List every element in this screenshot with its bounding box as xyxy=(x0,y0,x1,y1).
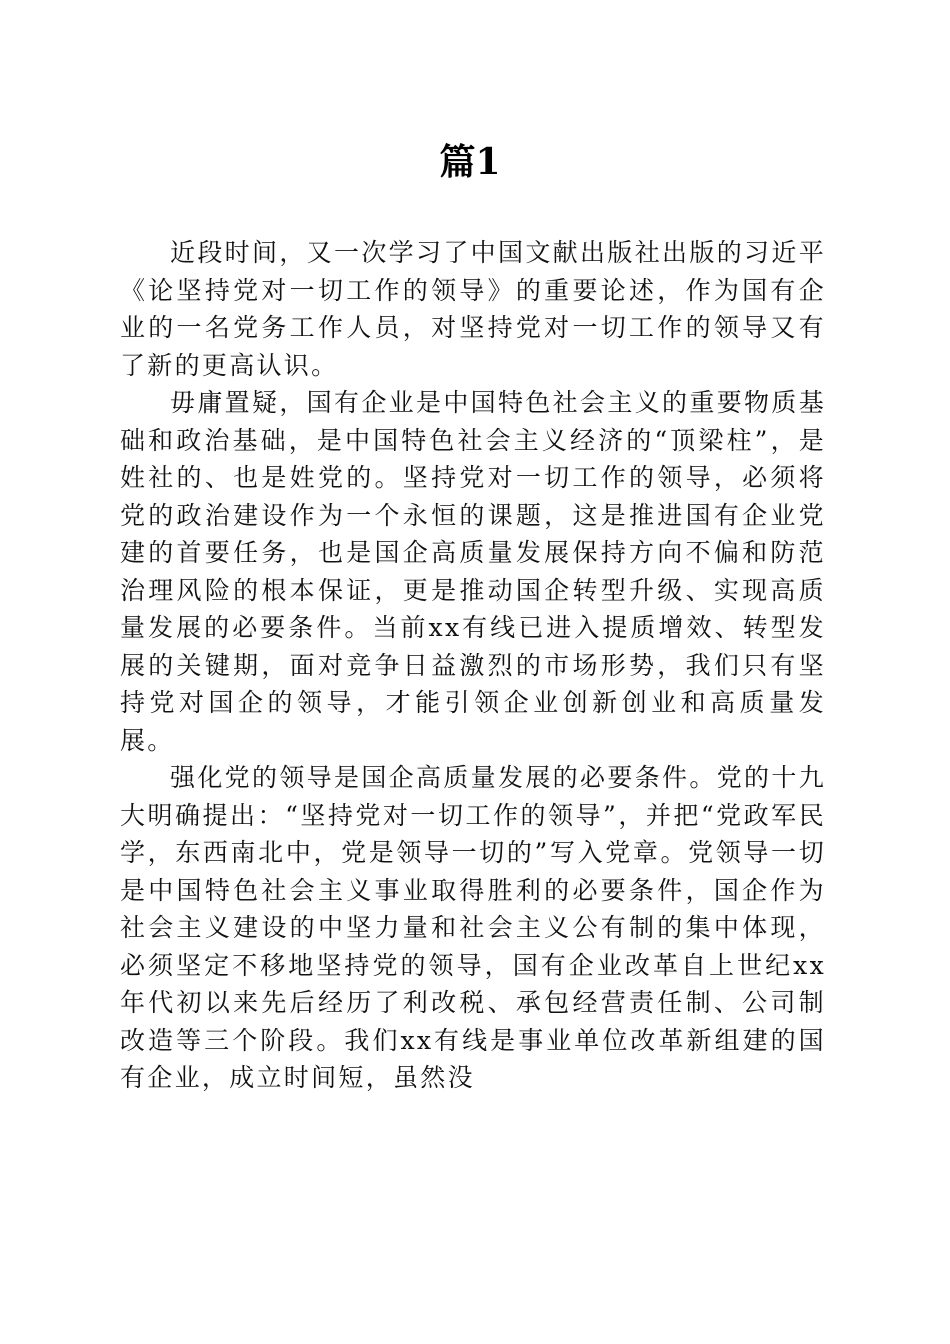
paragraph-2: 毋庸置疑，国有企业是中国特色社会主义的重要物质基础和政治基础，是中国特色社会主义经济的“顶梁柱”，是姓社的、也是姓党的。坚持党对一切工作的领导，必须将党的政治建设作为一个永恒的课题，这是推进国有企业党建的首要任务，也是国企高质量发展保持方向不偏和防范治理风险的根本保证，更是推动国企转型升级、实现高质量发展的必要条件。当前xx有线已进入提质增效、转型发展的关键期，面对竞争日益激烈的市场形势，我们只有坚持党对国企的领导，才能引领企业创新创业和高质量发展。 xyxy=(120,388,826,755)
document-body xyxy=(120,234,826,1097)
paragraph-3: 强化党的领导是国企高质量发展的必要条件。党的十九大明确提出：“坚持党对一切工作的领导”，并把“党政军民学，东西南北中，党是领导一切的”写入党章。党领导一切是中国特色社会主义事业取得胜利的必要条件，国企作为社会主义建设的中坚力量和社会主义公有制的集中体现，必须坚定不移地坚持党的领导，国有企业改革自上世纪xx年代初以来先后经历了利改税、承包经营责任制、公司制改造等三个阶段。我们xx有线是事业单位改革新组建的国有企业，成立时间短，虽然没 xyxy=(120,763,826,1092)
document-title: 篇1 xyxy=(439,141,501,183)
paragraph-1: 近段时间，又一次学习了中国文献出版社出版的习近平《论坚持党对一切工作的领导》的重要论述，作为国有企业的一名党务工作人员，对坚持党对一切工作的领导又有了新的更高认识。 xyxy=(120,238,826,380)
